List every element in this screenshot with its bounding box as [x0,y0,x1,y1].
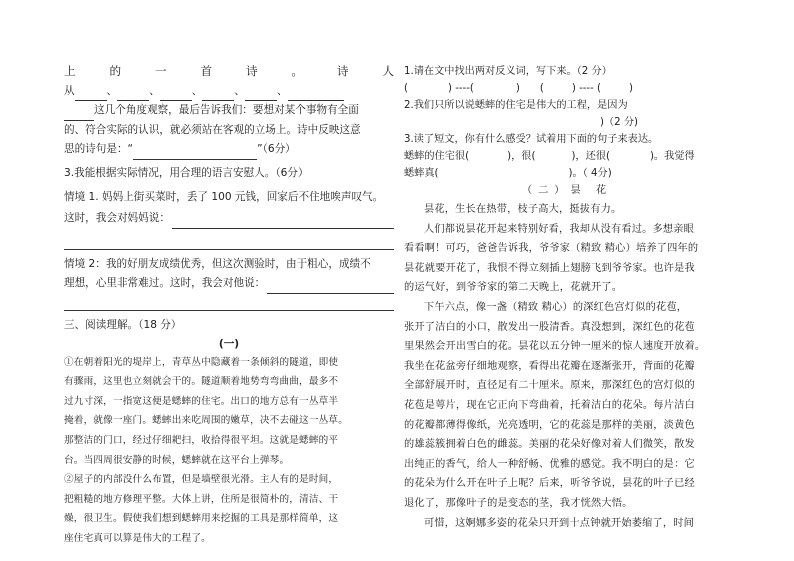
passage-2-heading: （二）昙 花 [521,185,613,196]
passage-line: 台。当四周很安静的时候，蟋蟀就在这平台上弹琴。 [64,454,290,466]
question-2-answer: )（2 分) [599,117,638,128]
passage-line: 看看啊！可巧，爸爸告诉我，爷爷家（精致 精心）培养了四年的 [404,243,699,255]
scenario-2-text: 情境 2：我的好朋友成绩优秀，但这次测验时，由于粗心，成绩不 [64,257,371,270]
scenario-1-answer: 这时，我会对妈妈说： [64,209,394,229]
passage-line: 的运气好，到爷爷家的第二天晚上，花就开了。 [404,282,623,294]
question-1-blanks: ( ) ----( ) ( ) ---- ( ) [404,83,633,94]
passage-line: ①在朝着阳光的堤岸上，青草丛中隐藏着一条倾斜的隧道，即使 [64,356,339,368]
passage-line: 出纯正的香气，给人一种舒畅、优雅的感觉。我不明白的是：它 [404,458,695,470]
passage-line: 昙花就要开花了，我恨不得立刻插上翅膀飞到爷爷家。也许是我 [404,262,695,274]
answer-line[interactable] [267,280,394,294]
passage-line: 过九寸深，一指宽这便是蟋蟀的住宅。出口的地方总有一丛草半 [64,395,339,407]
passage-line: 的雄蕊簇拥着白色的雌蕊。美丽的花朵好像对着人们微笑，散发 [404,439,695,451]
passage-line: 掩着，就像一座门。蟋蟀出来吃周围的嫩草，决不去碰这一丛草。 [64,415,349,427]
answer-blank[interactable] [117,87,149,101]
passage-line: 张开了洁白的小口，散发出一股清香。真没想到，深红色的花苞 [404,321,695,333]
poem-answer-line: 思的诗句是：“ ”（6分） [64,140,394,160]
left-column [64,62,394,548]
answer-blank[interactable] [75,87,107,101]
poem-explanation-line: 这几个角度观察，最后告诉我们：要想对某个事物有全面 [64,101,394,121]
question-3-line-2: 蟋蟀真( )。（ 4分) [404,168,612,179]
passage-line: 可惜，这婀娜多姿的花朵只开到十点钟就开始萎缩了，时间 [424,517,695,529]
passage-1-heading: (一) [218,337,240,350]
passage-2 [404,200,730,533]
poem-viewpoints-blanks: 从 、 、 、 、 、 [64,82,394,102]
passage-line: 有骤雨，这里也立刻就会干的。隧道顺着地势弯弯曲曲，最多不 [64,376,339,388]
poem-spaced-line: 上 的 一 首 诗 。 诗 人 [64,64,394,78]
answer-blank[interactable] [245,87,277,101]
scenario-1-text: 情境 1. 妈妈上街买菜时，丢了 100 元钱，回家后不住地唉声叹气。 [64,190,384,203]
question-3-title: 3.我能根据实际情况，用合理的语言安慰人。（6分） [64,166,309,179]
passage-line: ②屋子的内部没什么布置，但是墙壁很光滑。主人有的是时间， [64,474,339,486]
passage-line: 我坐在花盆旁仔细地观察，看得出花瓣在逐渐张开，背面的花瓣 [404,360,695,372]
passage-line: 退化了，那像叶子的是变态的茎，我才恍然大悟。 [404,497,633,509]
passage-line: 的花瓣都薄得像纸，光亮透明，它的花蕊是那样的美丽，淡黄色 [404,419,695,431]
right-column [404,63,730,533]
passage-line: 昙花，生长在热带，枝子高大，挺拔有力。 [424,204,622,215]
passage-line: 全部舒展开时，直径足有二十厘米。原来，那深红色的宫灯似的 [404,380,695,392]
question-3-title: 3.读了短文，你有什么感受？试着用下面的句子来表达。 [404,134,659,145]
answer-blank[interactable] [64,107,94,121]
answer-blank[interactable] [202,87,234,101]
passage-line: 下午六点，像一盏（精致 精心）的深红色宫灯似的花苞， [424,301,688,313]
scenario-2-answer: 理想，心里非常难过。这时，我会对他说： [64,274,394,294]
passage-line: 人们都说昙花开起来特别好看，我却从没有看过。多想亲眼 [424,223,695,235]
answer-line[interactable] [64,298,394,311]
passage-1 [64,353,394,549]
answer-blank[interactable] [133,146,257,160]
section-3-title: 三、阅读理解。（18 分） [64,318,182,331]
passage-line: 的花朵为什么开在叶子上呢？后来，听爷爷说，昙花的叶子已经 [404,478,695,490]
question-3-line-1: 蟋蟀的住宅很( )，很( )，还很( )。我觉得 [404,151,695,162]
passage-line: 把粗糙的地方修理平整。大体上讲，住所是很简朴的，清洁、干 [64,493,339,505]
question-1-title: 1.请在文中找出两对反义词，写下来。（2 分） [404,66,612,77]
answer-blank[interactable] [288,87,344,101]
answer-blank[interactable] [160,87,192,101]
answer-line[interactable] [64,237,394,250]
poem-explanation-line: 的、符合实际的认识，就必须站在客观的立场上。诗中反映这意 [64,123,361,136]
answer-line[interactable] [172,215,394,229]
passage-line: 里果然会开出雪白的花。昙花以五分钟一厘米的惊人速度开放着。 [404,341,706,353]
question-2-title: 2.我们只所以说蟋蟀的住宅是伟大的工程，是因为 [404,100,628,111]
passage-line: 座住宅真可以算是伟大的工程了。 [64,532,211,544]
passage-line: 那整洁的门口，经过仔细耙扫，收拾得很平坦。这就是蟋蟀的平 [64,434,339,446]
passage-line: 花苞是萼片，现在它正向下弯曲着，托着洁白的花朵。每片洁白 [404,399,695,411]
passage-line: 燥，很卫生。假使我们想到蟋蟀用来挖掘的工具是那样简单，这 [64,513,339,525]
